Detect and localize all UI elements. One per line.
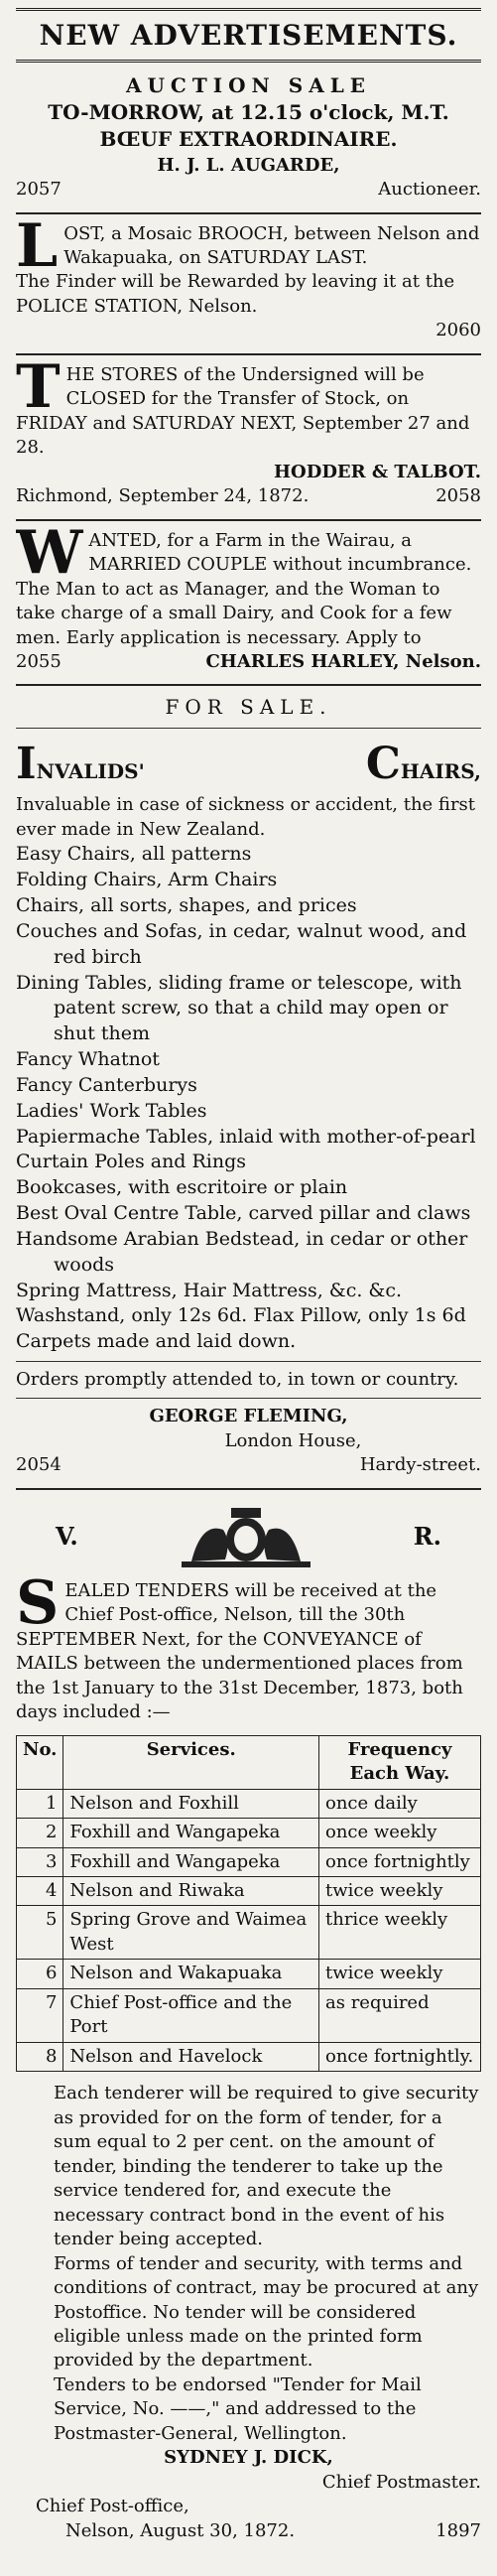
- forsale-item: Ladies' Work Tables: [16, 1099, 207, 1122]
- wanted-text: ANTED, for a Farm in the Wairau, a MARRIED COUPLE without incumbrance. The Man to act as Manager, and the Woman to take charge of a small Dairy, and Cook for a few men. Early application is necessary. Apply to: [16, 529, 472, 648]
- table-row: [17, 2042, 481, 2071]
- stores-place-date: Richmond, September 24, 1872.: [16, 485, 310, 507]
- divider: [16, 212, 481, 214]
- forsale-item: Fancy Canterburys: [16, 1073, 197, 1096]
- auction-footer: [16, 178, 481, 202]
- wanted-number: 2055: [16, 651, 62, 672]
- table-header-row: [17, 1735, 481, 1789]
- tenders-p2: Forms of tender and security, with terms and conditions of contract, may be procured at any Postoffice. No tender will be considered eligible unless made on the printed form provided by the department.: [54, 2252, 479, 2372]
- forsale-drop1: I: [16, 738, 37, 789]
- auction-number: 2057: [16, 179, 62, 201]
- table-row: [17, 1847, 481, 1876]
- auction-line1: TO-MORROW, at 12.15 o'clock, M.T.: [48, 100, 449, 125]
- forsale-drop2: C: [365, 738, 401, 789]
- lost-number: 2060: [435, 320, 481, 341]
- forsale-item: Washstand, only 12s 6d. Flax Pillow, only 1s 6d: [16, 1304, 466, 1327]
- tenders-place: Chief Post-office,: [36, 2496, 189, 2517]
- lost-drop-letter: L: [16, 210, 59, 281]
- table-row: [17, 1906, 481, 1960]
- divider: [16, 1488, 481, 1490]
- tenders-text: EALED TENDERS will be received at the Chief Post-office, Nelson, till the 30th SEPTEMBER Next, for the CONVEYANCE of MAILS between the undermentioned places from the 1st January to the 31st December, 1873, both days included :—: [16, 1579, 463, 1723]
- forsale-orders: Orders promptly attended to, in town or country.: [16, 1368, 459, 1390]
- divider: [16, 1361, 481, 1362]
- stores-drop-letter: T: [16, 351, 61, 422]
- wanted-drop-letter: W: [16, 517, 83, 588]
- forsale-item: Couches and Sofas, in cedar, walnut wood, and red birch: [16, 919, 467, 968]
- divider: [16, 684, 481, 686]
- table-header: No.: [17, 1735, 63, 1789]
- divider: [16, 353, 481, 355]
- forsale-word2-rest: HAIRS,: [400, 758, 481, 783]
- lost-line2: The Finder will be Rewarded by leaving it at the POLICE STATION, Nelson.: [16, 271, 455, 317]
- table-header: Services.: [63, 1735, 319, 1789]
- lost-ad: [16, 210, 481, 347]
- forsale-headline: [16, 735, 481, 794]
- lost-line1: OST, a Mosaic BROOCH, between Nelson and Wakapuaka, on SATURDAY LAST.: [63, 222, 480, 268]
- forsale-footer: [16, 1453, 481, 1477]
- stores-text: HE STORES of the Undersigned will be CLOSED for the Transfer of Stock, on FRIDAY and SATURDAY NEXT, September 27 and 28.: [16, 363, 470, 459]
- forsale-addr2: Hardy-street.: [359, 1454, 481, 1476]
- auction-ad: [16, 70, 481, 206]
- table-cell: Nelson and Wakapuaka: [63, 1960, 319, 1988]
- royal-left: V.: [56, 1522, 78, 1552]
- stores-number: 2058: [435, 485, 481, 507]
- tenders-p1: Each tenderer will be required to give security as provided for on the form of tender, for a sum equal to 2 per cent. on the amount of tender, binding the tenderer to take up the service tendered for, and execute the necessary contract bond in the event of his tender being accepted.: [54, 2083, 479, 2250]
- forsale-item: Folding Chairs, Arm Chairs: [16, 869, 278, 891]
- forsale-item: Spring Mattress, Hair Mattress, &c. &c.: [16, 1279, 403, 1301]
- tenders-footer: [16, 2519, 481, 2543]
- table-cell: thrice weekly: [319, 1906, 481, 1960]
- royal-right: R.: [413, 1522, 441, 1552]
- auction-line2: BŒUF EXTRAORDINAIRE.: [99, 127, 398, 152]
- forsale-item: Bookcases, with escritoire or plain: [16, 1176, 348, 1199]
- table-row: [17, 1819, 481, 1847]
- stores-ad: [16, 351, 481, 513]
- table-row: [17, 1789, 481, 1818]
- table-cell: 3: [17, 1847, 63, 1876]
- mail-services-table: [16, 1735, 481, 2073]
- forsale-lead: Invaluable in case of sickness or accident, the first ever made in New Zealand.: [16, 794, 476, 840]
- forsale-item: Chairs, all sorts, shapes, and prices: [16, 894, 357, 917]
- table-cell: as required: [319, 1988, 481, 2042]
- table-cell: 5: [17, 1906, 63, 1960]
- forsale-items: [16, 842, 481, 1355]
- stores-name: HODDER & TALBOT.: [274, 461, 481, 482]
- tenders-p3: Tenders to be endorsed "Tender for Mail Service, No. ——," and addressed to the Postmaster-General, Wellington.: [54, 2373, 422, 2444]
- auction-role: Auctioneer.: [378, 179, 481, 201]
- forsale-title: FOR SALE.: [165, 695, 332, 720]
- wanted-name: CHARLES HARLEY, Nelson.: [205, 651, 481, 672]
- table-cell: Foxhill and Wangapeka: [63, 1819, 319, 1847]
- table-cell: 1: [17, 1789, 63, 1818]
- tenders-date: Nelson, August 30, 1872.: [65, 2519, 296, 2541]
- table-cell: Chief Post-office and the Port: [63, 1988, 319, 2042]
- wanted-footer: [16, 650, 481, 674]
- tenders-number: 1897: [435, 2519, 481, 2541]
- forsale-item: Papiermache Tables, inlaid with mother-of-pearl: [16, 1125, 476, 1148]
- table-cell: twice weekly: [319, 1960, 481, 1988]
- table-cell: 2: [17, 1819, 63, 1847]
- table-cell: once fortnightly.: [319, 2042, 481, 2071]
- tenders-ad: [16, 1567, 481, 2547]
- table-header: Frequency Each Way.: [319, 1735, 481, 1789]
- forsale-item: Dining Tables, sliding frame or telescope, with patent screw, so that a child may open or shut them: [16, 971, 462, 1045]
- table-cell: Spring Grove and Waimea West: [63, 1906, 319, 1960]
- forsale-item: Easy Chairs, all patterns: [16, 843, 252, 866]
- forsale-item: Handsome Arabian Bedstead, in cedar or other woods: [16, 1227, 468, 1276]
- table-cell: Foxhill and Wangapeka: [63, 1847, 319, 1876]
- table-row: [17, 1960, 481, 1988]
- forsale-number: 2054: [16, 1454, 62, 1476]
- wanted-ad: [16, 517, 481, 679]
- table-cell: Nelson and Riwaka: [63, 1877, 319, 1906]
- auction-name: H. J. L. AUGARDE,: [157, 154, 340, 176]
- stores-footer: [16, 484, 481, 508]
- forsale-addr1: London House,: [224, 1429, 362, 1451]
- table-cell: Nelson and Havelock: [63, 2042, 319, 2071]
- newspaper-column: [16, 0, 481, 2576]
- forsale-word1-rest: NVALIDS': [36, 758, 145, 783]
- forsale-item: Best Oval Centre Table, carved pillar and claws: [16, 1202, 471, 1225]
- forsale-item: Fancy Whatnot: [16, 1048, 160, 1071]
- table-cell: 4: [17, 1877, 63, 1906]
- royal-coat-of-arms-icon: [162, 1502, 330, 1571]
- tenders-role: Chief Postmaster.: [321, 2471, 481, 2493]
- forsale-ad: [16, 692, 481, 1481]
- divider: [16, 1398, 481, 1399]
- forsale-word1: [16, 735, 145, 794]
- table-cell: 8: [17, 2042, 63, 2071]
- forsale-item: Curtain Poles and Rings: [16, 1151, 247, 1173]
- tenders-name: SYDNEY J. DICK,: [164, 2447, 333, 2469]
- header-rule: [16, 60, 481, 63]
- table-cell: Nelson and Foxhill: [63, 1789, 319, 1818]
- table-cell: once weekly: [319, 1819, 481, 1847]
- page-header: NEW ADVERTISEMENTS.: [39, 19, 458, 52]
- royal-crest-row: [16, 1496, 481, 1577]
- table-cell: once daily: [319, 1789, 481, 1818]
- table-row: [17, 1877, 481, 1906]
- forsale-name: GEORGE FLEMING,: [149, 1406, 348, 1427]
- forsale-item: Carpets made and laid down.: [16, 1330, 297, 1353]
- auction-title: AUCTION SALE: [125, 73, 372, 97]
- top-rule: [16, 8, 481, 11]
- table-row: [17, 1988, 481, 2042]
- table-cell: 6: [17, 1960, 63, 1988]
- tenders-drop-letter: S: [16, 1567, 60, 1638]
- forsale-word2: [366, 735, 481, 794]
- table-cell: twice weekly: [319, 1877, 481, 1906]
- table-cell: 7: [17, 1988, 63, 2042]
- table-cell: once fortnightly: [319, 1847, 481, 1876]
- divider: [16, 728, 481, 729]
- divider: [16, 519, 481, 521]
